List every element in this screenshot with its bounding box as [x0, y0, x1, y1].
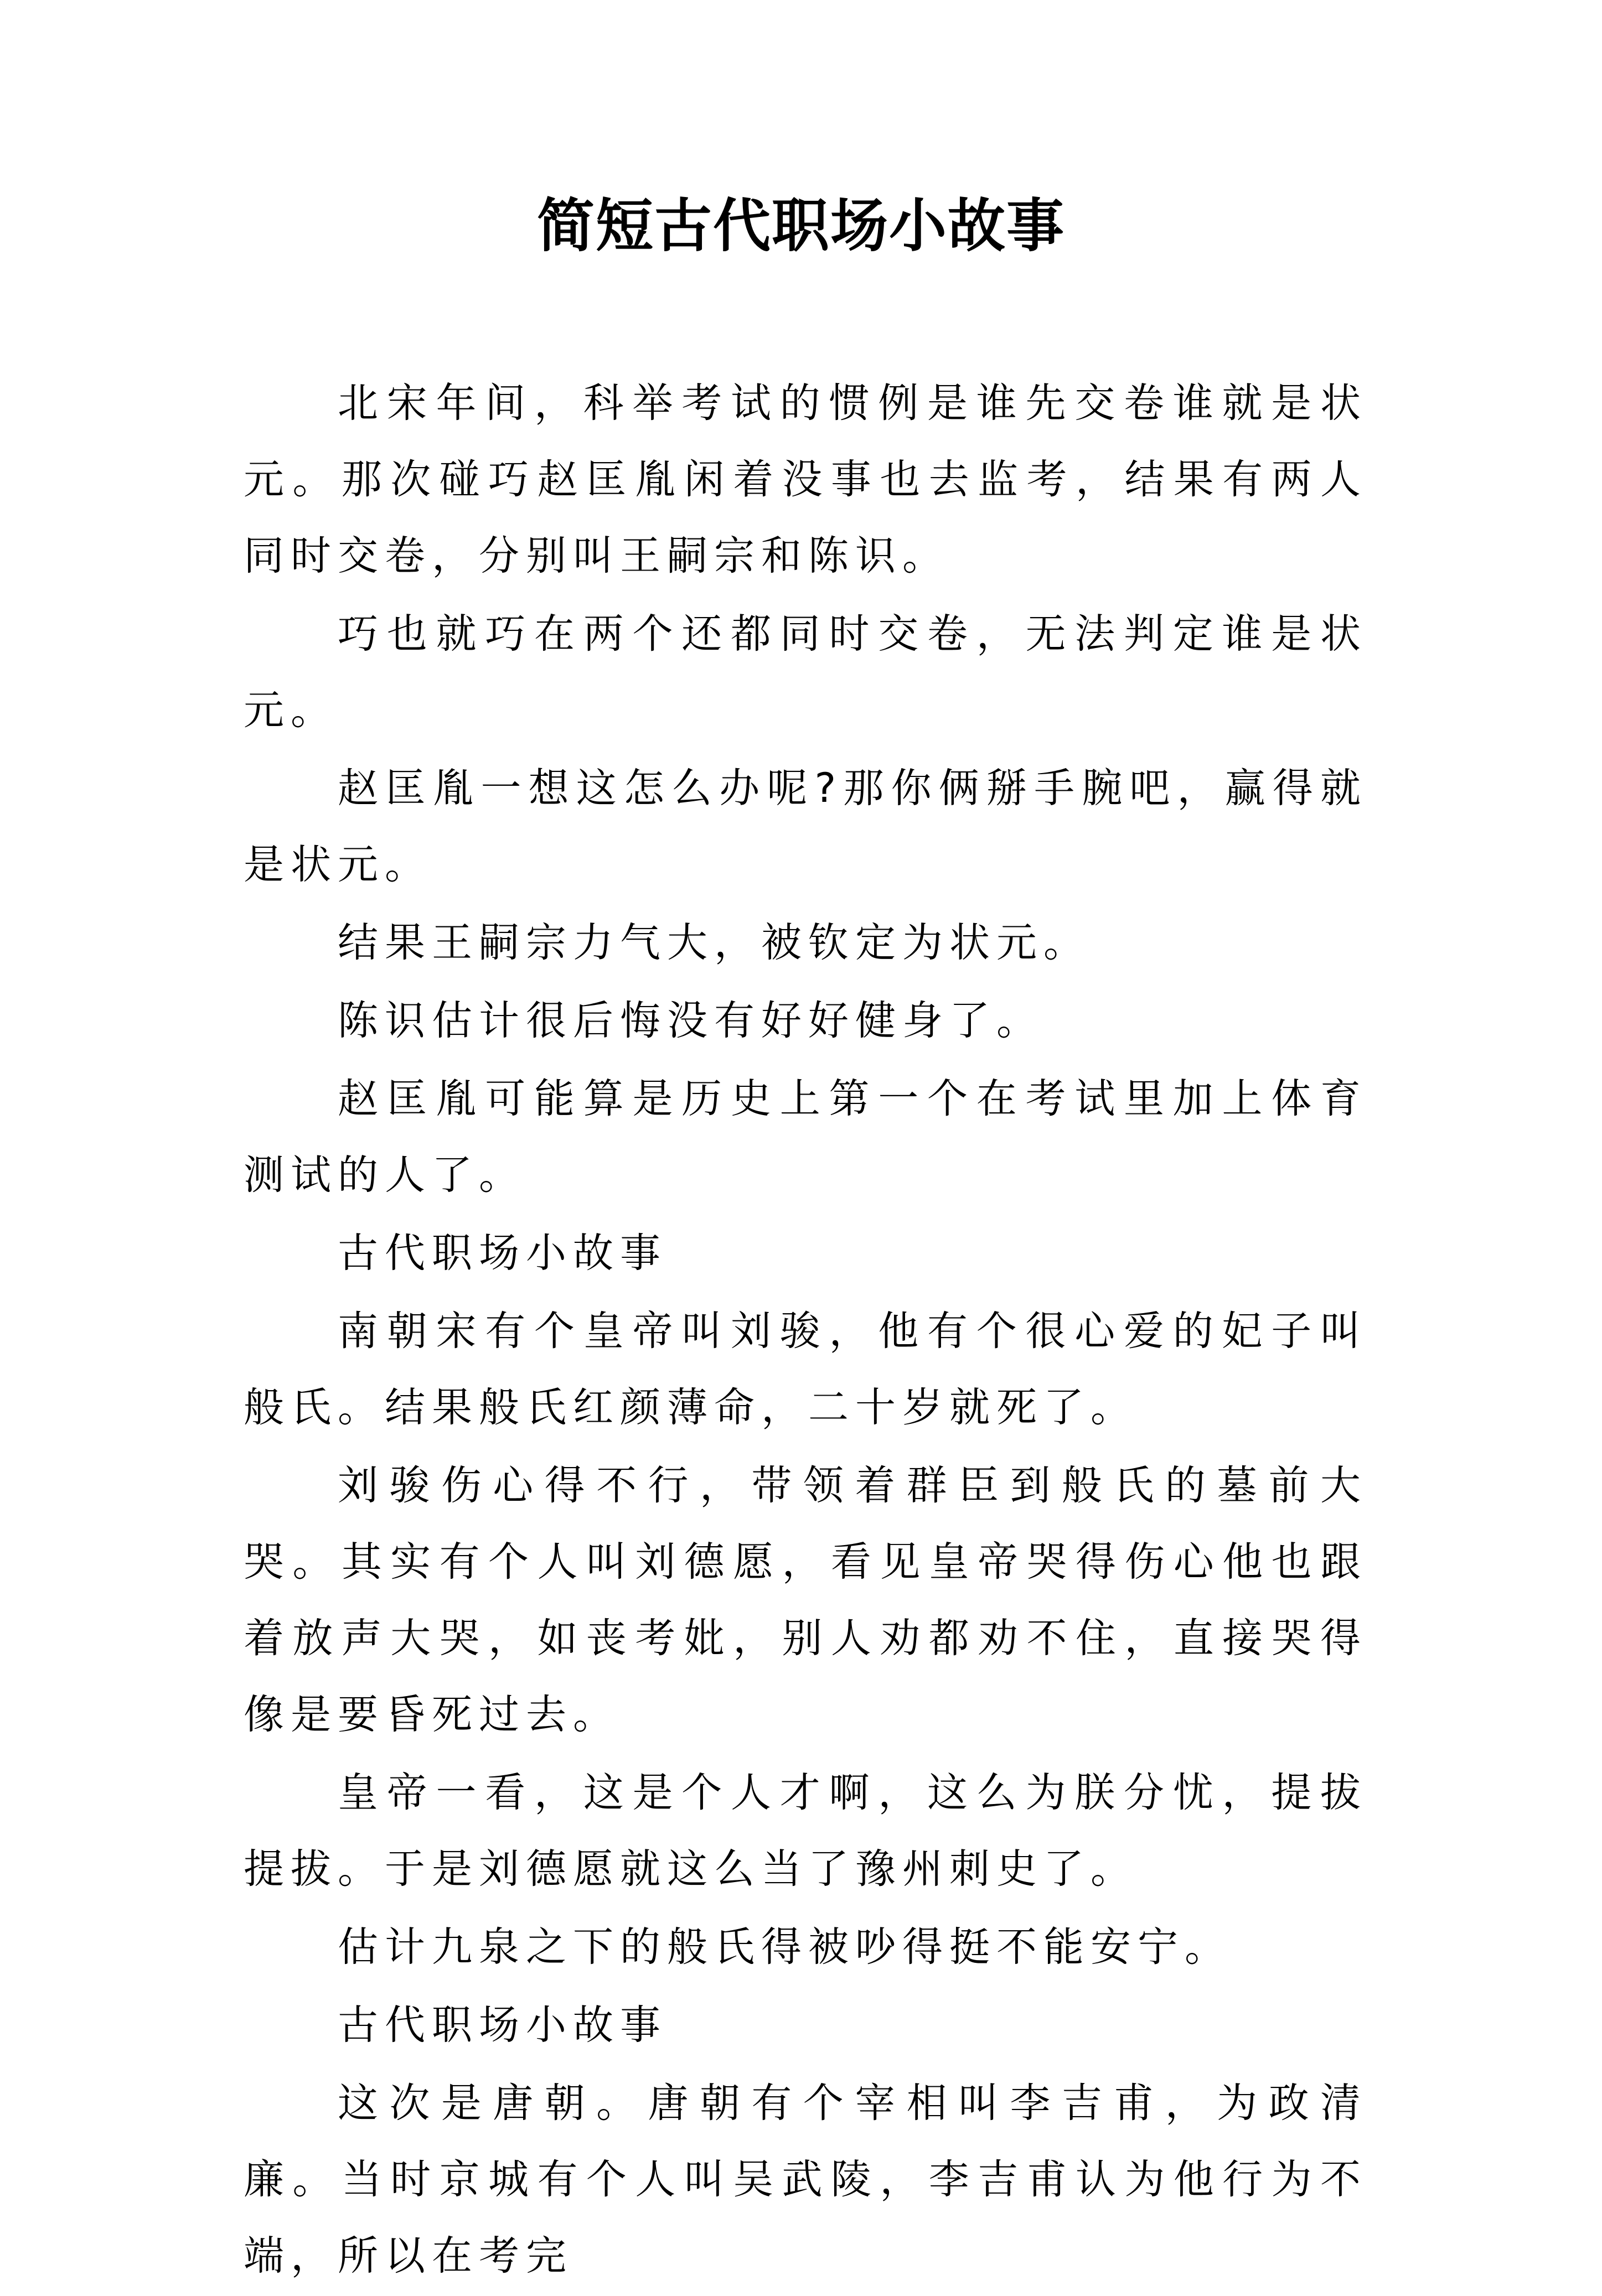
paragraph: 这次是唐朝。唐朝有个宰相叫李吉甫，为政清廉。当时京城有个人叫吴武陵，李吉甫认为他行为不端，所以在考完 [244, 2080, 1367, 2279]
document-body [244, 365, 1367, 2296]
paragraph: 北宋年间，科举考试的惯例是谁先交卷谁就是状元。那次碰巧赵匡胤闲着没事也去监考，结果有两人同时交卷，分别叫王嗣宗和陈识。 [244, 380, 1367, 579]
paragraph: 皇帝一看，这是个人才啊，这么为朕分忧，提拔提拔。于是刘德愿就这么当了豫州刺史了。 [244, 1769, 1367, 1893]
section-heading: 古代职场小故事 [338, 2002, 667, 2049]
paragraph: 巧也就巧在两个还都同时交卷，无法判定谁是状元。 [244, 610, 1367, 734]
section-heading: 古代职场小故事 [338, 1230, 667, 1277]
paragraph: 赵匡胤可能算是历史上第一个在考试里加上体育测试的人了。 [244, 1075, 1367, 1199]
paragraph: 赵匡胤一想这怎么办呢?那你俩掰手腕吧，赢得就是状元。 [244, 765, 1367, 888]
paragraph: 南朝宋有个皇帝叫刘骏，他有个很心爱的妃子叫般氏。结果般氏红颜薄命，二十岁就死了。 [244, 1308, 1367, 1431]
paragraph: 结果王嗣宗力气大，被钦定为状元。 [338, 919, 1091, 966]
paragraph: 估计九泉之下的般氏得被吵得挺不能安宁。 [338, 1924, 1232, 1971]
paragraph: 刘骏伤心得不行，带领着群臣到般氏的墓前大哭。其实有个人叫刘德愿，看见皇帝哭得伤心他也跟着放声大哭，如丧考妣，别人劝都劝不住，直接哭得像是要昏死过去。 [244, 1462, 1367, 1738]
paragraph: 陈识估计很后悔没有好好健身了。 [338, 997, 1043, 1044]
document-title: 简短古代职场小故事 [536, 191, 1065, 260]
